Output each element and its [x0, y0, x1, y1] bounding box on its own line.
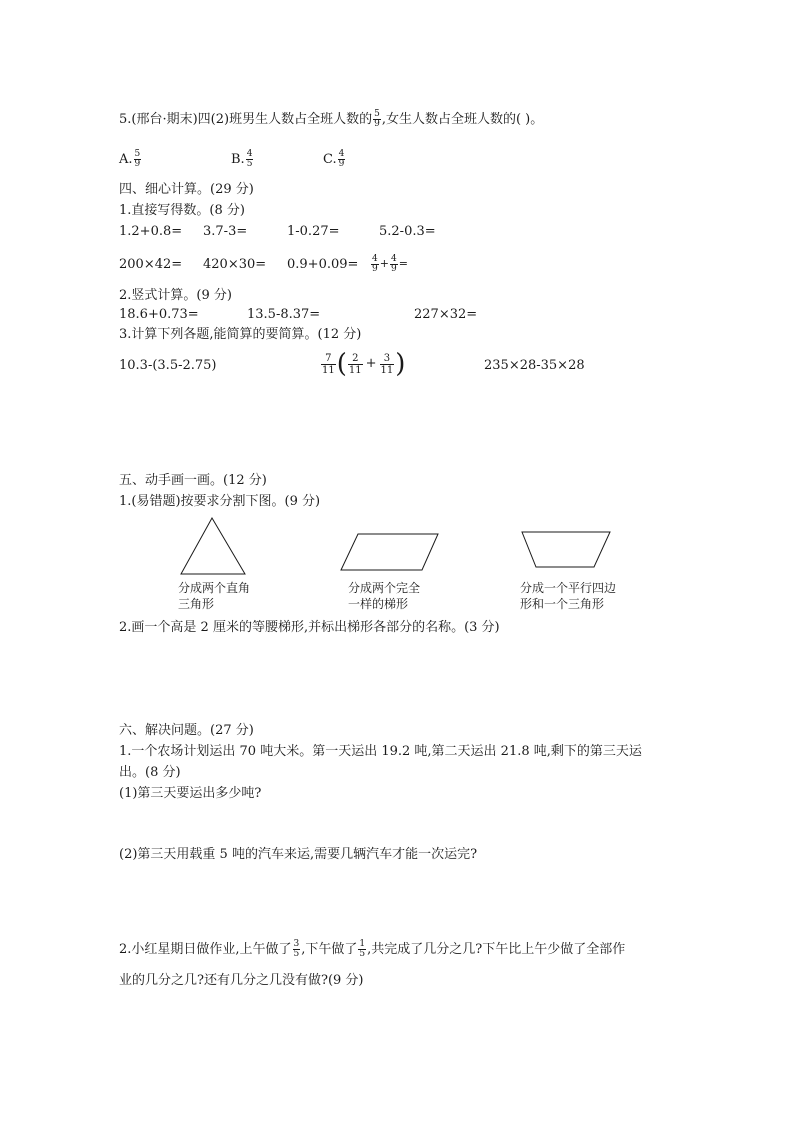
vertical-calc-1: 18.6+0.73= [119, 307, 199, 322]
s4-q2-title: 2.竖式计算。(9 分) [119, 288, 232, 303]
simplify-calc-1: 10.3-(3.5-2.75) [119, 358, 217, 373]
trapezoid-caption-1: 分成一个平行四边 [520, 581, 617, 595]
section-5-title: 五、动手画一画。(12 分) [119, 473, 267, 488]
simplify-frac-3: $\frac{3}{11}$ [380, 352, 394, 376]
s6-q1-line2: 出。(8 分) [119, 765, 181, 780]
simplify-frac-1: $\frac{7}{11}$ [322, 352, 335, 376]
parallelogram-caption-2: 一样的梯形 [348, 597, 409, 611]
simplify-frac-2: $\frac{2}{11}$ [348, 352, 362, 376]
calc-8: $\frac{4}{9}$ + $\frac{4}{9}$ = [372, 253, 408, 274]
section-6-title: 六、解决问题。(27 分) [119, 723, 254, 738]
q5-option-c: C. $\frac{4}{9}$ [323, 149, 345, 169]
triangle-caption-2: 三角形 [178, 597, 215, 611]
parallelogram-shape [341, 534, 438, 570]
q5-option-a: A. $\frac{5}{9}$ [119, 149, 141, 169]
q5-fraction: $\frac{5}{9}$ [374, 109, 380, 129]
calc-3: 1-0.27= [287, 224, 340, 239]
vertical-calc-2: 13.5-8.37= [247, 307, 321, 322]
simplify-calc-3: 235×28-35×28 [484, 358, 585, 373]
q5-prefix: 5.(邢台·期末)四(2)班男生人数占全班人数的 [119, 112, 373, 127]
s6-q1-part-a: (1)第三天要运出多少吨? [119, 786, 262, 801]
calc-5: 200×42= [119, 257, 183, 272]
s6-q1-part-b: (2)第三天用载重 5 吨的汽车来运,需要几辆汽车才能一次运完? [119, 847, 478, 862]
trapezoid-caption-2: 形和一个三角形 [520, 597, 605, 611]
parallelogram-caption-1: 分成两个完全 [348, 581, 421, 595]
option-b-fraction: $\frac{4}{5}$ [246, 149, 253, 169]
s5-q2: 2.画一个高是 2 厘米的等腰梯形,并标出梯形各部分的名称。(3 分) [119, 620, 500, 635]
calc-1: 1.2+0.8= [119, 224, 183, 239]
triangle-caption-1: 分成两个直角 [178, 581, 251, 595]
calc-6: 420×30= [203, 257, 267, 272]
s6-q2-line2: 业的几分之几?还有几分之几没有做?(9 分) [119, 973, 364, 988]
trapezoid-shape [522, 532, 610, 567]
q5-suffix: ,女生人数占全班人数的( )。 [381, 112, 544, 127]
vertical-calc-3: 227×32= [414, 307, 478, 322]
calc-4: 5.2-0.3= [379, 224, 436, 239]
q5-line [119, 110, 543, 129]
option-a-fraction: $\frac{5}{9}$ [134, 149, 141, 169]
calc-7: 0.9+0.09= [287, 257, 359, 272]
calc-2: 3.7-3= [203, 224, 248, 239]
s6-q2-line1: 2.小红星期日做作业,上午做了 $\frac{3}{5}$ ,下午做了 $\frac{1}{5}$ ,共完成了几分之几?下午比上午少做了全部作 [119, 939, 626, 959]
option-c-fraction: $\frac{4}{9}$ [338, 149, 345, 169]
triangle-shape [181, 518, 245, 574]
q5-option-b: B. $\frac{4}{5}$ [231, 149, 253, 169]
s4-q1-title: 1.直接写得数。(8 分) [119, 203, 245, 218]
simplify-calc-2: $\frac{7}{11}$ ( $\frac{2}{11}$ + $\frac{3}{11}$ ) [322, 349, 406, 379]
q2-frac-morning: $\frac{3}{5}$ [293, 939, 300, 959]
s6-q1-line1: 1.一个农场计划运出 70 吨大米。第一天运出 19.2 吨,第二天运出 21.8 吨,剩下的第三天运 [119, 744, 642, 759]
section-4-title: 四、细心计算。(29 分) [119, 182, 254, 197]
calc-8-frac-a: $\frac{4}{9}$ [372, 253, 378, 274]
s5-q1-title: 1.(易错题)按要求分割下图。(9 分) [119, 494, 321, 509]
s4-q3-title: 3.计算下列各题,能简算的要简算。(12 分) [119, 327, 362, 342]
q2-frac-afternoon: $\frac{1}{5}$ [359, 939, 366, 959]
calc-8-frac-b: $\frac{4}{9}$ [390, 253, 397, 274]
